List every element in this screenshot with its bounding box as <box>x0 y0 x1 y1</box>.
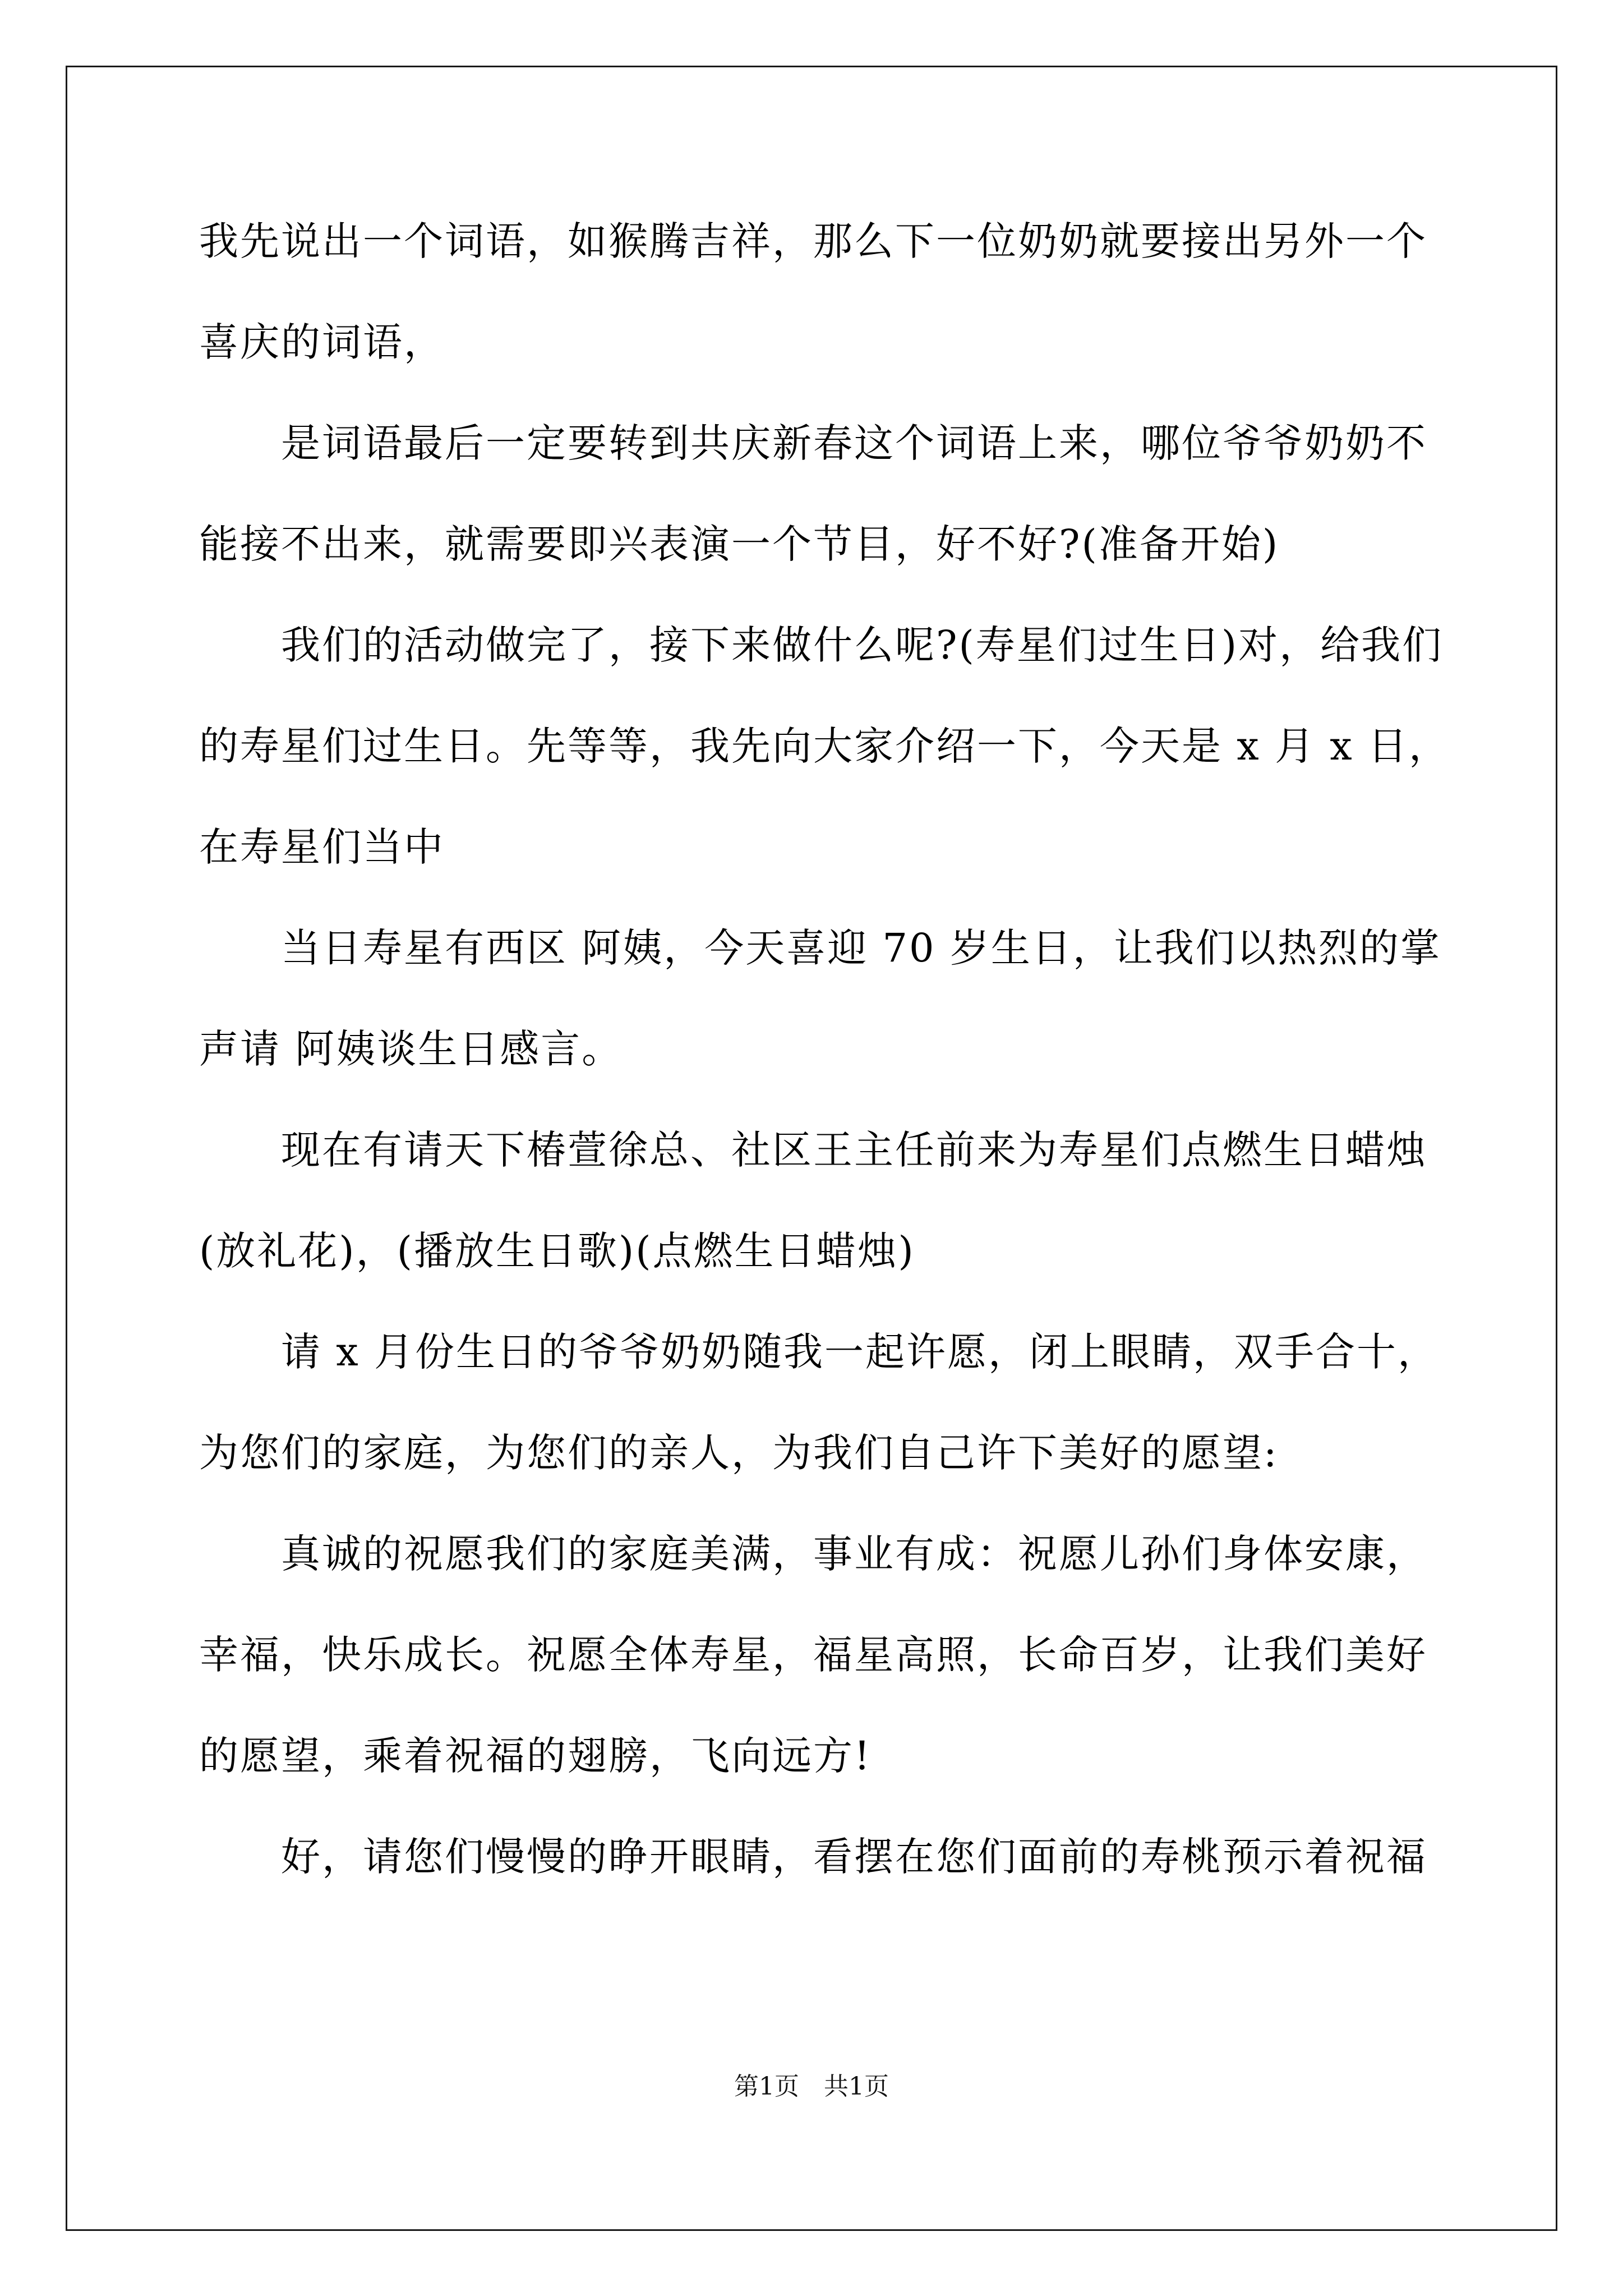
text-line: 当日寿星有西区 阿姨，今天喜迎 70 岁生日，让我们以热烈的掌 <box>199 925 1441 971</box>
text-line: 请 x 月份生日的爷爷奶奶随我一起许愿，闭上眼睛，双手合十， <box>199 1329 1438 1375</box>
text-line: 在寿星们当中 <box>199 824 445 870</box>
text-line: 幸福，快乐成长。祝愿全体寿星，福星高照，长命百岁，让我们美好 <box>199 1632 1427 1678</box>
text-line: 喜庆的词语， <box>199 319 445 365</box>
text-line: 真诚的祝愿我们的家庭美满，事业有成：祝愿儿孙们身体安康， <box>199 1531 1427 1577</box>
text-line: 现在有请天下椿萱徐总、社区王主任前来为寿星们点燃生日蜡烛 <box>199 1127 1427 1173</box>
text-line: 我们的活动做完了，接下来做什么呢?(寿星们过生日)对，给我们 <box>199 622 1444 668</box>
text-line: 声请 阿姨谈生日感言。 <box>199 1026 623 1072</box>
text-line: 的寿星们过生日。先等等，我先向大家介绍一下，今天是 x 月 x 日， <box>199 723 1450 769</box>
text-line: 是词语最后一定要转到共庆新春这个词语上来，哪位爷爷奶奶不 <box>199 420 1427 466</box>
text-line: 能接不出来，就需要即兴表演一个节目，好不好?(准备开始) <box>199 521 1280 567</box>
text-line: 我先说出一个词语，如猴腾吉祥，那么下一位奶奶就要接出另外一个 <box>199 218 1427 264</box>
text-line: (放礼花)，(播放生日歌)(点燃生日蜡烛) <box>199 1228 915 1274</box>
text-line: 好，请您们慢慢的睁开眼睛，看摆在您们面前的寿桃预示着祝福 <box>199 1834 1427 1880</box>
text-line: 为您们的家庭，为您们的亲人，为我们自己许下美好的愿望: <box>199 1430 1279 1476</box>
page-footer: 第1页 共1页 <box>734 2072 889 2101</box>
text-line: 的愿望，乘着祝福的翅膀，飞向远方! <box>199 1733 872 1779</box>
